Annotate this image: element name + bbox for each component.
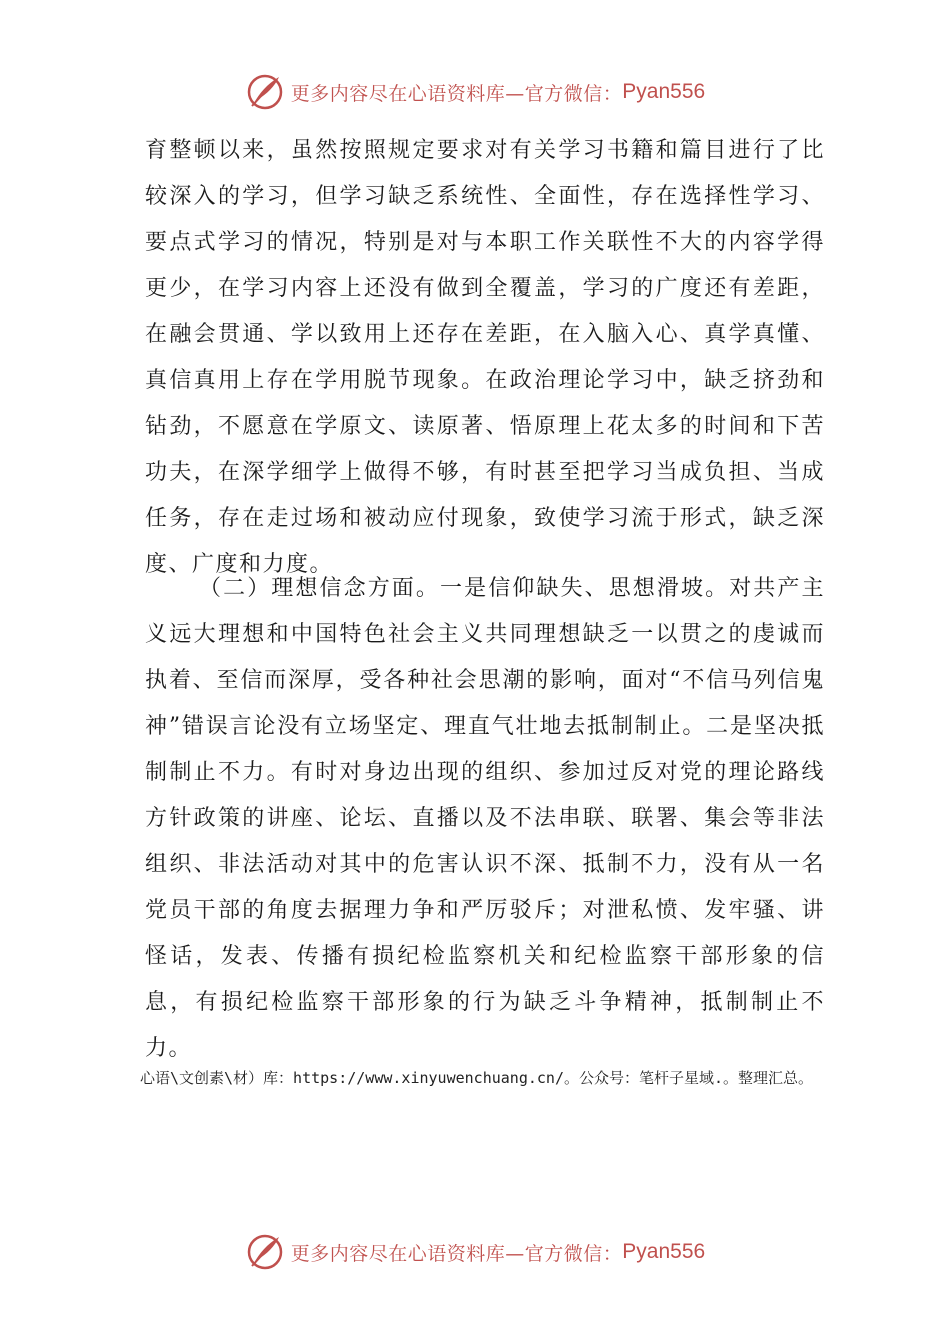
banner-text: 更多内容尽在心语资料库—官方微信： <box>290 1242 623 1265</box>
header-watermark-banner <box>0 72 950 112</box>
banner-wechat-id: Pyan556 <box>622 1240 706 1263</box>
quill-logo-icon <box>245 1232 285 1272</box>
source-footnote: 心语\文创素\材）库：https://www.xinyuwenchuang.cn/。公众号：笔杆子星域.。整理汇总。 <box>140 1069 814 1087</box>
body-paragraph-2: （二）理想信念方面。一是信仰缺失、思想滑坡。对共产主义远大理想和中国特色社会主义共同理想缺乏一以贯之的虔诚而执着、至信而深厚，受各种社会思潮的影响，面对“不信马列信鬼神”错误言论没有立场坚定、理直气壮地去抵制制止。二是坚决抵制制止不力。有时对身边出现的组织、参加过反对党的理论路线方针政策的讲座、论坛、直播以及不法串联、联署、集会等非法组织、非法活动对其中的危害认识不深、抵制不力，没有从一名党员干部的角度去据理力争和严厉驳斥；对泄私愤、发牢骚、讲怪话，发表、传播有损纪检监察机关和纪检监察干部形象的信息，有损纪检监察干部形象的行为缺乏斗争精神，抵制制止不力。 <box>145 576 825 1061</box>
banner-wechat-id: Pyan556 <box>622 80 706 103</box>
banner-text: 更多内容尽在心语资料库—官方微信： <box>290 82 623 105</box>
body-paragraph-1: 育整顿以来，虽然按照规定要求对有关学习书籍和篇目进行了比较深入的学习，但学习缺乏系统性、全面性，存在选择性学习、要点式学习的情况，特别是对与本职工作关联性不大的内容学得更少，在学习内容上还没有做到全覆盖，学习的广度还有差距， 在融会贯通、学以致用上还存在差距，在入脑入心、真学真懂、真信真用上存在学用脱节现象。在政治理论学习中，缺乏挤劲和钻劲，不愿意在学原文、读原著、悟原理上花太多的时间和下苦功夫，在深学细学上做得不够，有时甚至把学习当成负担、当成任务，存在走过场和被动应付现象，致使学习流于形式，缺乏深度、广度和力度。 <box>145 138 825 577</box>
footer-watermark-banner <box>0 1232 950 1272</box>
quill-logo-icon <box>245 72 285 112</box>
